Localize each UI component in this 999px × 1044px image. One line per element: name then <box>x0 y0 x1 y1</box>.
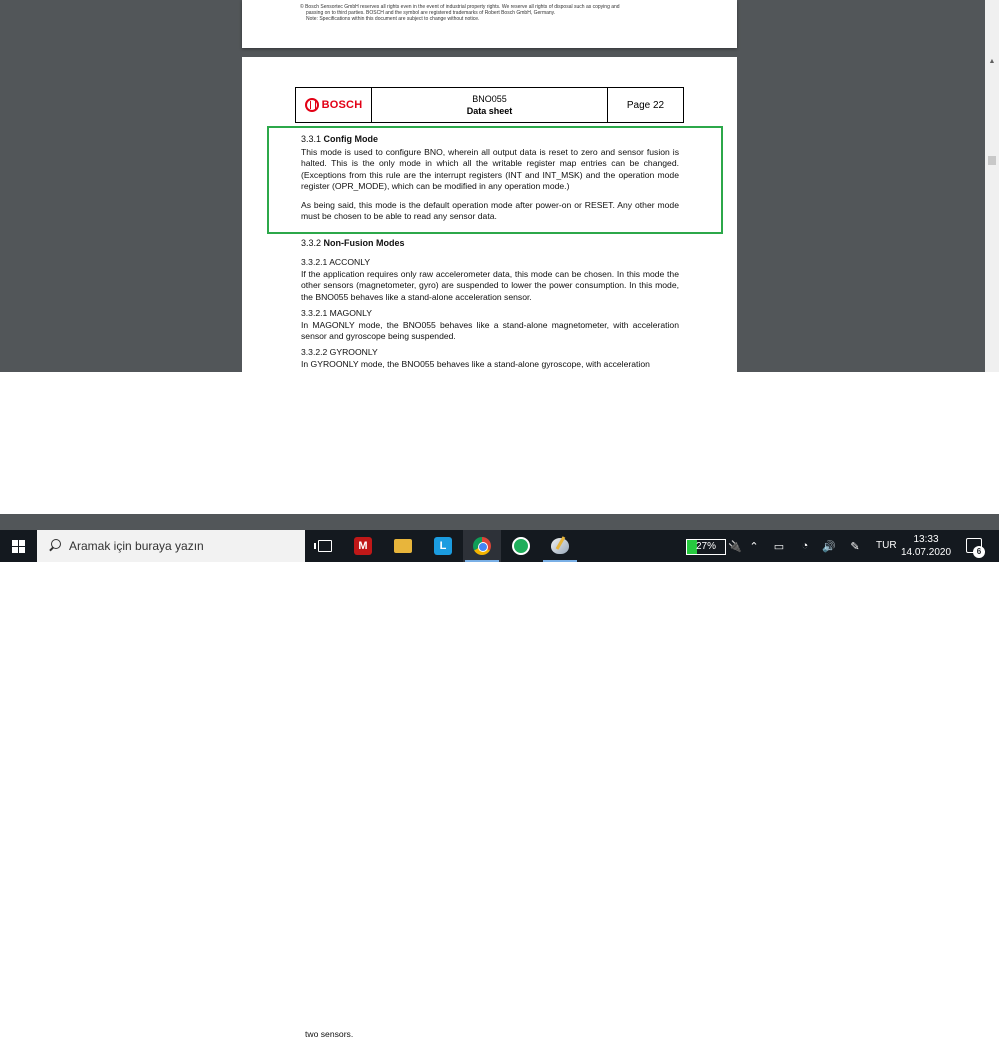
bosch-logo <box>296 88 372 122</box>
header-title <box>372 88 608 122</box>
section-title: Non-Fusion Modes <box>323 238 405 248</box>
acconly-paragraph: If the application requires only raw accelerometer data, this mode can be chosen. In this mode the other sensors (magnetometer, gyro) are suspended to lower the power consumption. In this mode, the BNO055 behaves like a stand-alone acceleration sensor. <box>301 269 679 302</box>
whatsapp-icon <box>512 537 530 555</box>
taskbar-clock[interactable] <box>900 533 952 559</box>
green-highlight-box <box>267 126 723 234</box>
section-number: 3.3.1 <box>301 134 322 144</box>
bosch-logo-text: BOSCH <box>321 99 363 111</box>
windows-start-icon[interactable] <box>12 540 25 553</box>
header-product: BNO055 <box>472 94 507 104</box>
taskbar-l-app[interactable] <box>424 530 462 562</box>
pdf-page-fragment <box>246 1028 740 1044</box>
subsection-heading-acconly: 3.3.2.1 ACCONLY <box>301 257 371 267</box>
clock-time: 13:33 <box>913 534 939 545</box>
taskbar-chrome[interactable] <box>463 530 501 562</box>
search-placeholder: Aramak için buraya yazın <box>69 539 204 553</box>
magonly-paragraph: In MAGONLY mode, the BNO055 behaves like a stand-alone magnetometer, with acceleration sensor and gyroscope being suspended. <box>301 320 679 342</box>
taskbar-file-explorer[interactable] <box>384 530 422 562</box>
legal-notice <box>300 4 680 22</box>
battery-tray-icon[interactable]: ▭ <box>773 540 785 553</box>
taskbar-whatsapp[interactable] <box>502 530 540 562</box>
battery-indicator[interactable] <box>686 539 726 555</box>
config-mode-paragraph-1: This mode is used to configure BNO, wherein all output data is reset to zero and sensor fusion is halted. This is the only mode in which all the writable register map entries can be changed. (Exceptions from this rule are the interrupt registers (INT and INT_MSK) and the operation mode register (OPR_MODE), which can be modified in any operation mode.) <box>301 147 679 191</box>
taskbar-paint[interactable] <box>541 530 579 562</box>
page-fragment-text: two sensors. <box>305 1029 354 1039</box>
folder-icon <box>394 539 412 553</box>
taskbar-search-box[interactable] <box>37 530 305 562</box>
scroll-up-arrow-icon[interactable]: ▲ <box>988 58 996 65</box>
volume-icon[interactable]: 🔊 <box>822 540 836 553</box>
pdf-viewer[interactable] <box>0 0 999 372</box>
notification-count-badge: 6 <box>973 546 985 558</box>
plug-icon[interactable]: 🔌 <box>728 540 742 553</box>
section-heading-non-fusion <box>301 238 679 249</box>
chrome-icon <box>473 537 491 555</box>
mcafee-icon: M <box>354 537 372 555</box>
legal-line: © Bosch Sensortec GmbH reserves all rights even in the event of industrial property rights. We reserve all rights of disposal such as copying and <box>300 4 620 10</box>
gyroonly-paragraph: In GYROONLY mode, the BNO055 behaves like a stand-alone gyroscope, with acceleration <box>301 359 650 369</box>
subsection-heading-magonly: 3.3.2.1 MAGONLY <box>301 308 373 318</box>
taskbar-task-view[interactable] <box>306 530 344 562</box>
clock-date: 14.07.2020 <box>900 547 952 558</box>
task-view-icon <box>318 540 332 552</box>
blank-area <box>0 372 999 530</box>
header-page-number: Page 22 <box>626 99 665 111</box>
section-number: 3.3.2 <box>301 238 322 248</box>
bosch-logo-icon <box>305 98 319 112</box>
taskbar-mcafee[interactable] <box>344 530 382 562</box>
wifi-icon[interactable]: ◔ <box>801 540 809 552</box>
chevron-up-icon[interactable]: ⌃ <box>749 540 759 553</box>
vertical-scrollbar[interactable] <box>985 0 999 372</box>
header-doc-type: Data sheet <box>466 106 513 116</box>
paint-icon <box>551 538 569 554</box>
search-icon <box>47 538 63 554</box>
battery-percent: 27% <box>695 541 716 552</box>
config-mode-paragraph-2: As being said, this mode is the default operation mode after power-on or RESET. Any other mode must be chosen to be able to read any sensor data. <box>301 200 679 222</box>
section-title: Config Mode <box>323 134 379 144</box>
legal-line: passing on to third parties. BOSCH and the symbol are registered trademarks of Robert Bosch GmbH, Germany. <box>306 10 556 16</box>
scroll-thumb[interactable] <box>988 156 996 165</box>
subsection-heading-gyroonly: 3.3.2.2 GYROONLY <box>301 347 378 357</box>
l-app-icon: L <box>434 537 452 555</box>
pdf-page-previous <box>242 0 737 48</box>
pen-icon[interactable]: ✎ <box>850 540 860 553</box>
datasheet-header <box>295 87 684 123</box>
windows-taskbar <box>0 530 999 562</box>
legal-line: Note: Specifications within this document are subject to change without notice. <box>306 16 480 22</box>
language-indicator[interactable]: TUR <box>876 540 897 551</box>
